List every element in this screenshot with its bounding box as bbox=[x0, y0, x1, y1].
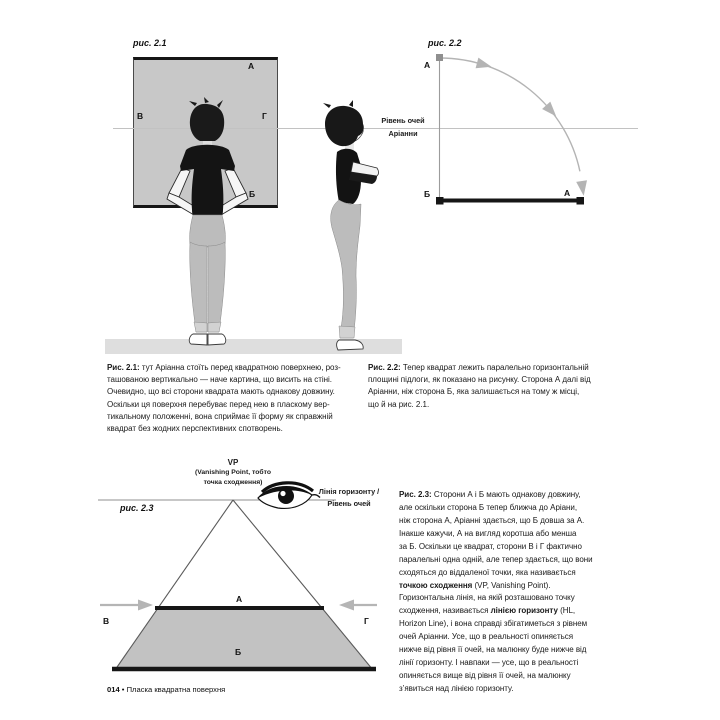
fig22-label-a-top: А bbox=[424, 60, 431, 70]
page-footer bbox=[107, 685, 225, 694]
text-line: що й на рис. 2.1. bbox=[368, 399, 430, 409]
footer-bullet: • bbox=[121, 685, 125, 694]
left-shoe bbox=[189, 334, 207, 345]
text-line: сходяться до віддаленої точки, яка називається bbox=[399, 568, 576, 577]
text-line: ніж сторона А, Аріанні здається, що Б довша за А. bbox=[399, 516, 585, 525]
fig21-label-v: В bbox=[137, 111, 144, 121]
fig22-label-b: Б bbox=[424, 189, 431, 199]
fig23-label-g: Г bbox=[364, 616, 369, 626]
text-line: Інакше кажучи, А на вигляд коротша або менша bbox=[399, 529, 577, 538]
arc-arrowhead-1 bbox=[476, 58, 492, 69]
left-cuff bbox=[194, 322, 207, 332]
fig21-label-a: А bbox=[248, 61, 255, 71]
caption-fig23-paragraph2 bbox=[399, 591, 631, 695]
text-line: за Б. Оскільки це квадрат, сторони В і Г фактично bbox=[399, 542, 582, 551]
right-shoe bbox=[208, 334, 226, 345]
left-leg bbox=[190, 242, 207, 332]
fig21-label-b: Б bbox=[249, 189, 256, 199]
eye-level-note-line2: Аріанни bbox=[388, 129, 418, 138]
fig23-label: рис. 2.3 bbox=[120, 503, 154, 513]
text-line: нижче від рівня її очей, на малюнку буде нижче від bbox=[399, 645, 587, 654]
text-line: Аріанни, ніж сторона Б, яка залишається на тому ж місці, bbox=[368, 387, 580, 397]
text-line: з’явиться над лінією горизонту. bbox=[399, 684, 514, 693]
right-upper-arm bbox=[225, 168, 246, 197]
arc-arrowhead-3 bbox=[576, 180, 587, 196]
text-line: сходження, називається лінією горизонту (HL, bbox=[399, 606, 576, 615]
text-line: лінії горизонту. І навпаки — усе, що в реальності bbox=[399, 658, 579, 667]
text-line: Очевидно, що всі сторони квадрата мають однакову довжину. bbox=[107, 387, 335, 397]
vp-subtitle-2: точка сходження) bbox=[203, 479, 263, 486]
rotation-arc bbox=[440, 58, 580, 171]
fig23-label-b: Б bbox=[235, 647, 242, 657]
eye-level-note bbox=[368, 114, 438, 140]
cuff bbox=[339, 326, 355, 338]
right-leg bbox=[208, 242, 225, 332]
vp-title: VP bbox=[227, 458, 239, 467]
text-line: але оскільки сторона Б тепер ближча до Аріани, bbox=[399, 503, 578, 512]
marker-bottom-b bbox=[436, 197, 444, 205]
text-line: очей Аріанни. Усе, що в реальності опиняється bbox=[399, 632, 574, 641]
horizon-label-line1: Лінія горизонту / bbox=[318, 487, 380, 496]
horizon-label-line2: Рівень очей bbox=[327, 498, 371, 508]
horizon-label-block bbox=[306, 486, 392, 509]
hair bbox=[325, 106, 364, 146]
text-line: квадрат без жодних перспективних спотворень. bbox=[107, 424, 283, 434]
vp-label-block bbox=[163, 457, 303, 488]
iris bbox=[278, 488, 294, 504]
fig22-label: рис. 2.2 bbox=[428, 38, 462, 48]
text-line: Horizon Line), і вона справді збігатиметься з рівнем bbox=[399, 619, 588, 628]
shoe bbox=[337, 340, 364, 350]
left-arrow-head bbox=[138, 600, 153, 611]
fig22-diagram bbox=[436, 54, 587, 205]
page-number: 014 bbox=[107, 685, 120, 694]
text-line: Рис. 2.2: Тепер квадрат лежить паралельно горизонтальній bbox=[368, 363, 589, 372]
text-line: Горизонтальна лінія, на якій розташовано точку bbox=[399, 593, 575, 602]
iris-highlight bbox=[280, 491, 285, 496]
text-line: Рис. 2.3: Сторони А і Б мають однакову довжину, bbox=[399, 490, 581, 499]
caption-fig21 bbox=[107, 362, 347, 435]
fig21-label-g: Г bbox=[262, 111, 267, 121]
pants-hip bbox=[190, 215, 226, 247]
text-line: опиняється вище від рівня її очей, на малюнку bbox=[399, 671, 571, 680]
marker-bottom-a bbox=[577, 197, 585, 205]
text-line: паралельні одна одній, але тепер здається, що вони bbox=[399, 555, 593, 564]
left-upper-arm bbox=[169, 168, 190, 197]
hair bbox=[190, 104, 224, 141]
text-line: Рис. 2.1: тут Аріанна стоїть перед квадратною поверхнею, роз- bbox=[107, 363, 341, 372]
fig22-label-a-bottom: А bbox=[564, 188, 571, 198]
fig21-label: рис. 2.1 bbox=[133, 38, 167, 48]
right-cuff bbox=[208, 322, 221, 332]
text-line: площині підлоги, як показано на рисунку. Сторона А далі від bbox=[368, 375, 591, 385]
marker-top-a bbox=[436, 54, 443, 61]
caption-fig23-paragraph1 bbox=[399, 488, 631, 592]
foreshortened-square bbox=[115, 608, 373, 670]
text-line: точкою сходження (VP, Vanishing Point). bbox=[399, 581, 551, 590]
caption-fig22 bbox=[368, 362, 640, 411]
eye-level-note-line1: Рівень очей bbox=[381, 116, 425, 125]
fig23-label-v: В bbox=[103, 616, 110, 626]
pants bbox=[331, 200, 361, 338]
vp-subtitle-1: (Vanishing Point, тобто bbox=[194, 469, 271, 476]
text-line: Оскільки ця поверхня перебуває перед нею в пласкому вер- bbox=[107, 399, 330, 409]
text-line: ташованою вертикально — наче картина, що висить на стіні. bbox=[107, 375, 332, 385]
right-arrow-head bbox=[339, 600, 354, 611]
text-line: тикальному положенні, вона сприймає її форму як справжній bbox=[107, 411, 333, 421]
chapter-title: Пласка квадратна поверхня bbox=[126, 685, 226, 694]
ariadna-back-figure bbox=[155, 96, 260, 352]
fig23-label-a: А bbox=[236, 594, 243, 604]
